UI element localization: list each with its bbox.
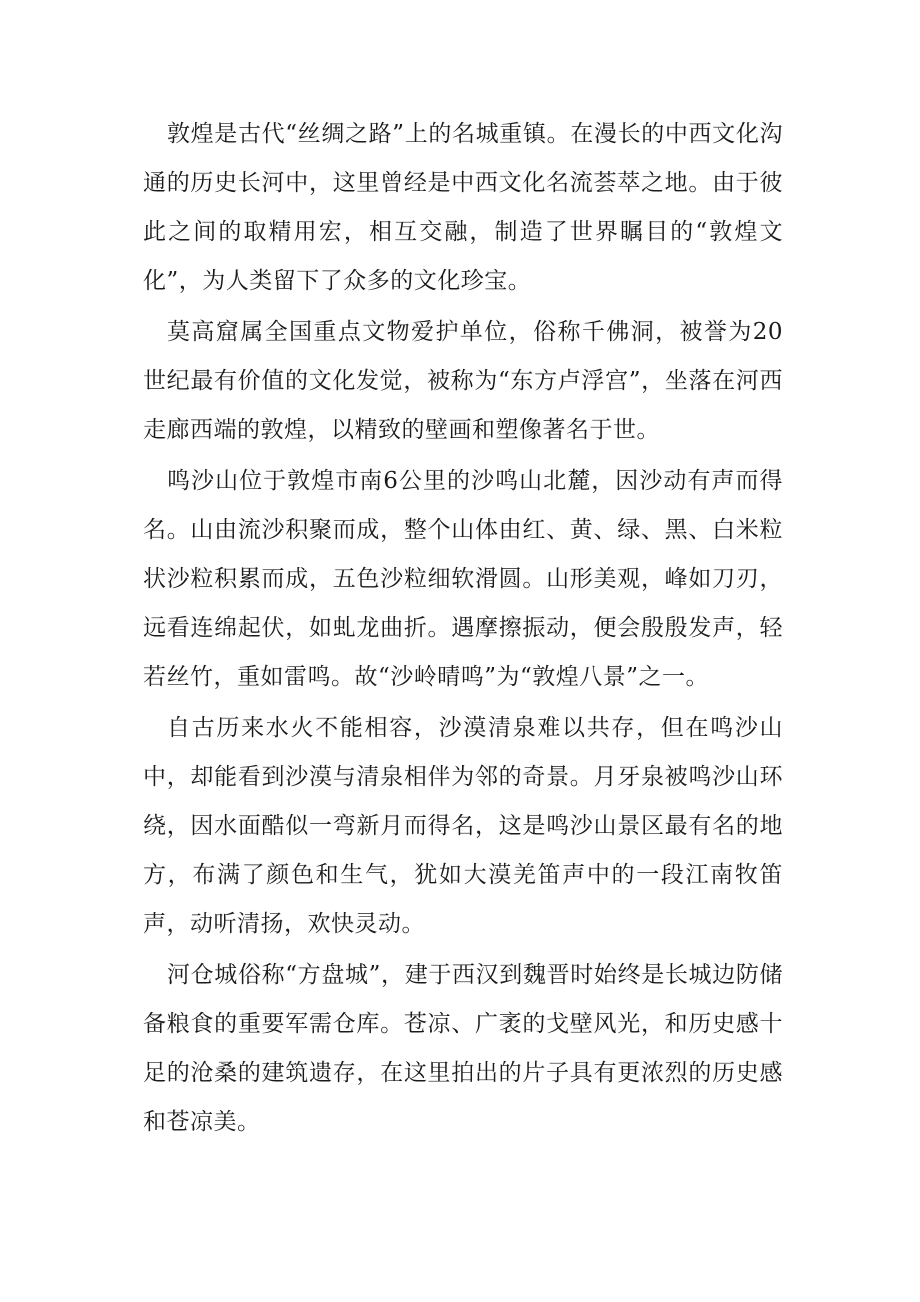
paragraph-dunhuang: 敦煌是古代“丝绸之路”上的名城重镇。在漫长的中西文化沟通的历史长河中，这里曾经是中西文化名流荟萃之地。由于彼此之间的取精用宏，相互交融，制造了世界瞩目的“敦煌文化”，为人类留下了众多的文化珍宝。 bbox=[143, 121, 783, 294]
paragraph-crescent-spring: 自古历来水火不能相容，沙漠清泉难以共存，但在鸣沙山中，却能看到沙漠与清泉相伴为邻的奇景。月牙泉被鸣沙山环绕，因水面酷似一弯新月而得名，这是鸣沙山景区最有名的地方，布满了颜色和生气，犹如大漠羌笛声中的一段江南牧笛声，动听清扬，欢快灵动。 bbox=[143, 715, 783, 937]
paragraph-hecang-city: 河仓城俗称“方盘城”，建于西汉到魏晋时始终是长城边防储备粮食的重要军需仓库。苍凉、广袤的戈壁风光，和历史感十足的沧桑的建筑遗存，在这里拍出的片子具有更浓烈的历史感和苍凉美。 bbox=[143, 962, 783, 1135]
paragraph-mogao-caves: 莫高窟属全国重点文物爱护单位，俗称千佛洞，被誉为20世纪最有价值的文化发觉，被称为“东方卢浮宫”，坐落在河西走廊西端的敦煌，以精致的壁画和塑像著名于世。 bbox=[143, 319, 783, 443]
paragraph-mingsha-mountain: 鸣沙山位于敦煌市南6公里的沙鸣山北麓，因沙动有声而得名。山由流沙积聚而成，整个山体由红、黄、绿、黑、白米粒状沙粒积累而成，五色沙粒细软滑圆。山形美观，峰如刀刃，远看连绵起伏，如虬龙曲折。遇摩擦振动，便会殷殷发声，轻若丝竹，重如雷鸣。故“沙岭晴鸣”为“敦煌八景”之一。 bbox=[143, 468, 783, 690]
document-body bbox=[143, 110, 783, 1149]
